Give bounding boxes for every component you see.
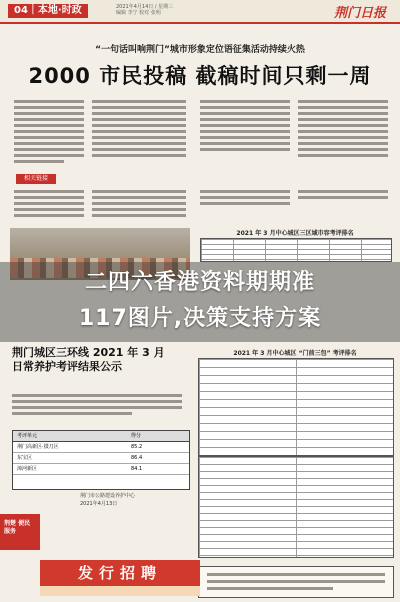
recruitment-ad-title: 发行招聘	[40, 560, 200, 586]
notice-table-header	[13, 431, 189, 442]
header-date: 2021年4月14日 / 星期三	[116, 4, 174, 10]
section-tag: 04｜本地·时政	[8, 4, 88, 18]
ranking-table-2-title: 2021 年 3 月中心城区 “门前三包” 考评排名	[233, 350, 357, 357]
table-footer-note	[198, 566, 394, 598]
table-row	[13, 442, 189, 453]
notice-date: 2021年4月13日	[80, 501, 118, 507]
notice-col-score: 得分	[131, 433, 142, 439]
notice-cell-score: 84.1	[131, 466, 143, 472]
notice-cell-score: 85.2	[131, 444, 143, 450]
ranking-table-2	[198, 358, 394, 456]
article-column-3	[200, 96, 290, 246]
notice-table	[12, 430, 190, 490]
header-meta	[116, 4, 226, 16]
article-column-2	[92, 96, 186, 246]
header-editors: 编辑 李宁 校对 张明	[116, 10, 161, 16]
table-row	[13, 453, 189, 464]
notice-cell-unit: 东宝区	[17, 455, 33, 461]
notice-col-unit: 考评单元	[17, 433, 38, 439]
notice-title	[12, 346, 192, 374]
ranking-table-2-continued	[198, 456, 394, 558]
header-divider	[0, 22, 400, 24]
recruitment-ad-strip	[40, 586, 200, 596]
notice-cell-unit: 荆门高新区·掇刀区	[17, 444, 59, 450]
ranking-table-title: 2021 年 3 月中心城区三区域市容考评排名	[236, 230, 354, 237]
article-column-4	[298, 96, 388, 246]
article-column-1	[14, 96, 84, 246]
ranking-table	[200, 238, 392, 262]
related-link-tag: 相关链接	[16, 174, 56, 184]
overlay-title-line-2: 117图片,决策支持方案	[78, 306, 322, 331]
article-headline: 2000 市民投稿 截稿时间只剩一周	[28, 64, 372, 88]
newspaper-logo: 荆门日报	[333, 6, 386, 21]
table-row	[13, 464, 189, 475]
overlay-title-line-1: 二四六香港资料期期准	[84, 270, 315, 295]
notice-title-line-1: 荆门城区三环线 2021 年 3 月	[12, 346, 165, 359]
article-kicker: “一句话叫响荆门”城市形象定位语征集活动持续火热	[95, 45, 305, 55]
notice-cell-unit: 漳河新区	[17, 466, 38, 472]
notice-signature: 荆门市公路建设养护中心	[80, 493, 136, 499]
notice-cell-score: 86.4	[131, 455, 143, 461]
notice-title-line-2: 日常养护考评结果公示	[12, 360, 122, 373]
side-ad-text: 荆楚 便民 服务	[4, 520, 31, 535]
